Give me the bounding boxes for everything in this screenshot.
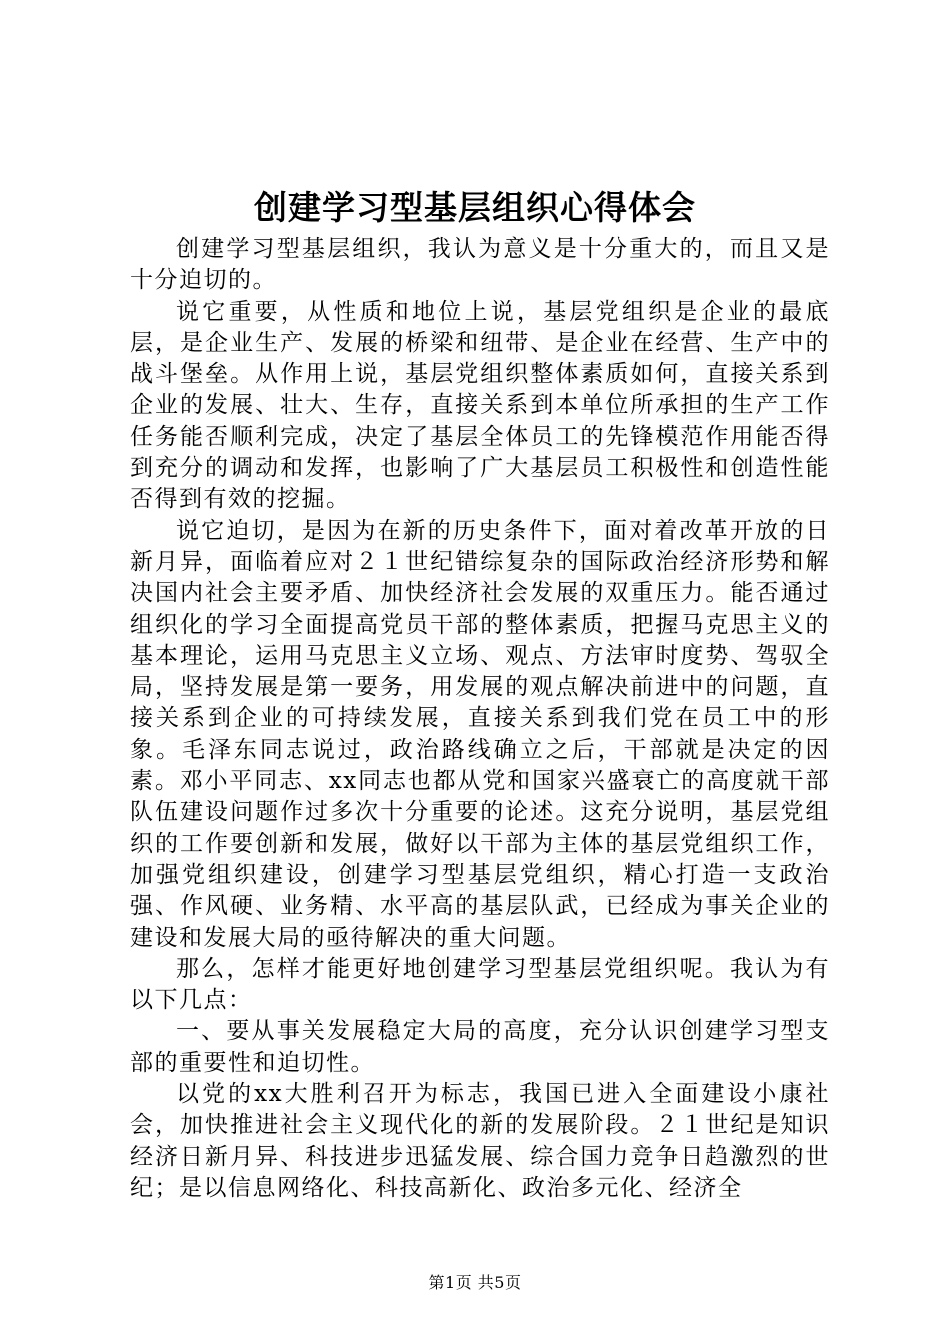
paragraph: 说它重要，从性质和地位上说，基层党组织是企业的最底层，是企业生产、发展的桥梁和纽带、是企业在经营、生产中的战斗堡垒。从作用上说，基层党组织整体素质如何，直接关系到企业的发展、壮大、生存，直接关系到本单位所承担的生产工作任务能否顺利完成，决定了基层全体员工的先锋模范作用能否得到充分的调动和发挥，也影响了广大基层员工积极性和创造性能否得到有效的挖掘。 [130,298,830,513]
document-title: 创建学习型基层组织心得体会 [254,188,696,227]
paragraph: 那么，怎样才能更好地创建学习型基层党组织呢。我认为有以下几点： [130,955,830,1014]
paragraph: 说它迫切，是因为在新的历史条件下，面对着改革开放的日新月异，面临着应对２１世纪错综复杂的国际政治经济形势和解决国内社会主要矛盾、加快经济社会发展的双重压力。能否通过组织化的学习全面提高党员干部的整体素质，把握马克思主义的基本理论，运用马克思主义立场、观点、方法审时度势、驾驭全局，坚持发展是第一要务，用发展的观点解决前进中的问题，直接关系到企业的可持续发展，直接关系到我们党在员工中的形象。毛泽东同志说过，政治路线确立之后，干部就是决定的因素。邓小平同志、xx同志也都从党和国家兴盛衰亡的高度就干部队伍建设问题作过多次十分重要的论述。这充分说明，基层党组织的工作要创新和发展，做好以干部为主体的基层党组织工作，加强党组织建设，创建学习型基层党组织，精心打造一支政治强、作风硬、业务精、水平高的基层队武，已经成为事关企业的建设和发展大局的亟待解决的重大问题。 [130,517,830,951]
page-footer: 第1页 共5页 [428,1273,522,1292]
document-body [130,234,830,1204]
paragraph: 创建学习型基层组织，我认为意义是十分重大的，而且又是十分迫切的。 [130,236,830,294]
paragraph: 以党的xx大胜利召开为标志，我国已进入全面建设小康社会，加快推进社会主义现代化的新的发展阶段。２１世纪是知识经济日新月异、科技进步迅猛发展、综合国力竞争日趋激烈的世纪；是以信息网络化、科技高新化、政治多元化、经济全 [130,1081,830,1201]
paragraph: 一、要从事关发展稳定大局的高度，充分认识创建学习型支部的重要性和迫切性。 [130,1018,830,1076]
